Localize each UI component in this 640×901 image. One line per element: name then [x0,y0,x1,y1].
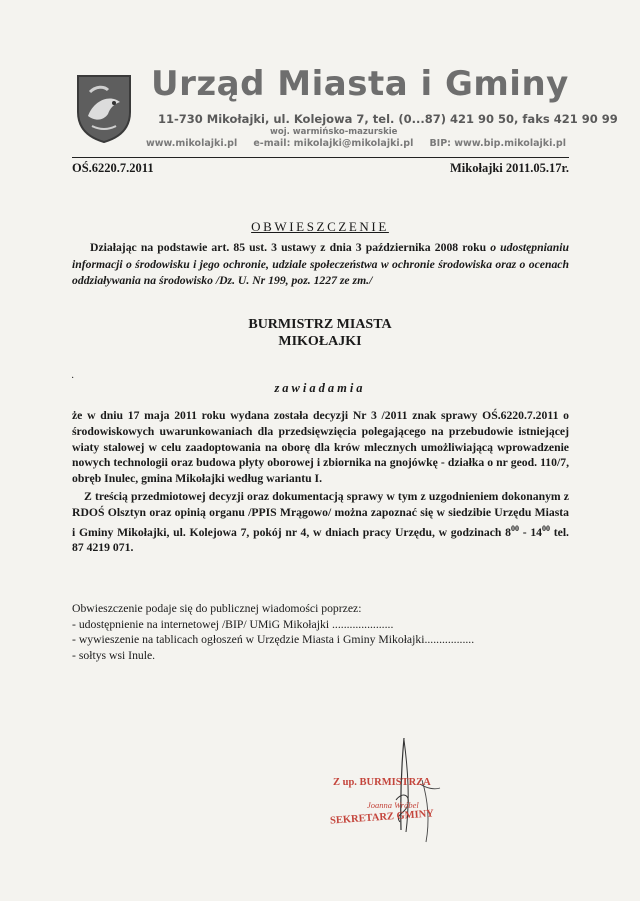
email-link: e-mail: mikolajki@mikolajki.pl [253,138,414,149]
stamp-line-3: SEKRETARZ GMINY [329,808,435,827]
issuer-line-1: BURMISTRZ MIASTA [248,317,392,332]
hours-start-minutes: 00 [511,523,519,533]
notice-item: - sołtys wsi Inule. [72,648,156,662]
document-date: Mikołajki 2011.05.17r. [450,161,569,175]
website-link: www.mikolajki.pl [146,138,238,149]
issuer-block [0,316,640,350]
signature-icon [330,730,500,850]
office-contacts [146,138,566,149]
issuer-line-2: MIKOŁAJKI [278,334,362,349]
hours-dash: - 14 [519,525,543,539]
case-reference: OŚ.6220.7.2011 [72,161,154,175]
notice-item: - udostępnienie na internetowej /BIP/ UMiG Mikołajki ..................... [72,617,394,631]
informs-heading: zawiadamia [274,381,366,395]
office-region: woj. warmińsko-mazurskie [270,127,398,137]
signature-stamp [330,730,500,850]
legal-basis-act-title: o udostępnianiu informacji o środowisku i jego ochronie, udziale społeczeństwa w ochronie środowiska oraz o ocenach oddziaływania na środowisko /Dz. U. Nr 199, poz. 1227 ze zm./ [72,241,569,287]
notice-intro: Obwieszczenie podaje się do publicznej wiadomości poprzez: [72,602,362,615]
decision-paragraph: że w dniu 17 maja 2011 roku wydana została decyzji Nr 3 /2011 znak sprawy OŚ.6220.7.2011 o środowiskowych uwarunkowaniach dla przedsięwzięcia polegającego na przebudowie istniejącej wiaty stalowej w celu zaadoptowania na oborę dla krów mlecznych umożliwiającą wprowadzenie nowych technologii oraz budowa płyty oborowej i zbiornika na gnojówkę - działka o nr geod. 110/7, obręb Inulec, gmina Mikołajki według wariantu I. [72,409,569,486]
bip-link: BIP: www.bip.mikolajki.pl [429,138,566,149]
stamp-line-1: Z up. BURMISTRZA [333,777,431,788]
stray-mark: · [71,373,75,384]
hours-end-minutes: 00 [542,523,551,533]
notice-item: - wywieszenie na tablicach ogłoszeń w Urzędzie Miasta i Gminy Mikołajki................. [72,633,475,647]
publication-notice [72,601,569,663]
letterhead-divider [72,157,569,158]
access-text: Z treścią przedmiotowej decyzji oraz dokumentacją sprawy w tym z uzgodnieniem dokonanym z RDOŚ Olsztyn oraz opinią organu /PPIS Mrągowo/ można zapoznać się w siedzibie Urzędu Miasta i Gminy Mikołajki, ul. Kolejowa 7, pokój nr 4, w dniach pracy Urzędu, w godzinach 8 [72,490,569,539]
office-name: Urząd Miasta i Gminy [151,64,569,104]
legal-basis-paragraph [72,240,569,290]
access-paragraph [72,489,569,556]
document-heading: OBWIESZCZENIE [251,219,389,234]
stamp-line-2: Joanna Wróbel [367,800,419,810]
legal-basis-text: Działając na podstawie art. 85 ust. 3 ustawy z dnia 3 października 2008 roku [90,241,491,254]
coat-of-arms-icon [74,72,134,144]
access-phone: tel. 87 4219 071. [72,525,569,555]
office-address: 11-730 Mikołajki, ul. Kolejowa 7, tel. (0...87) 421 90 50, faks 421 90 99 [158,112,618,126]
